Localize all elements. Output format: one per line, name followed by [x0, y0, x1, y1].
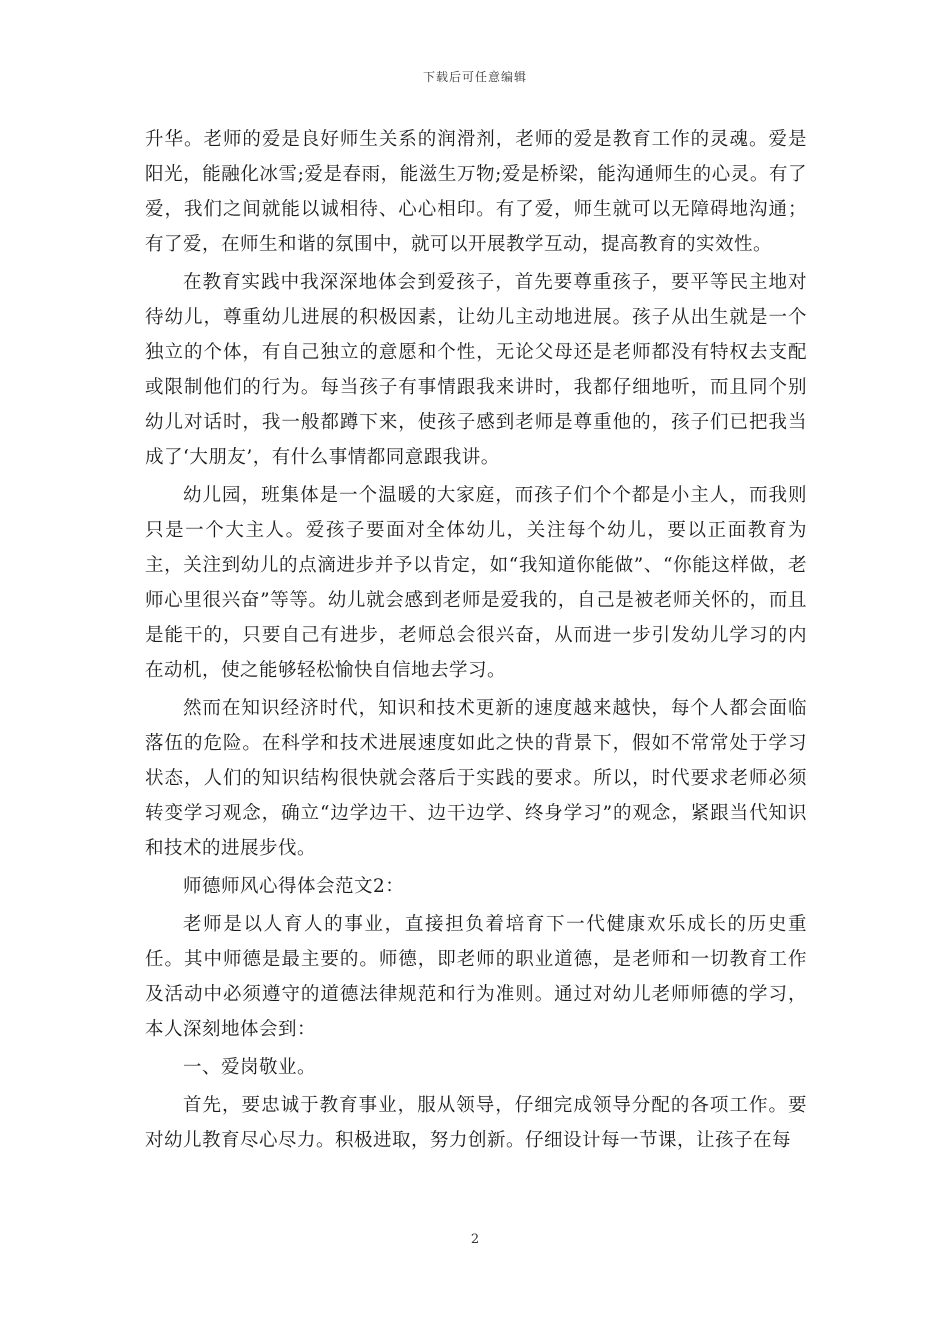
paragraph-knowledge-economy: 然而在知识经济时代，知识和技术更新的速度越来越快，每个人都会面临落伍的危险。在科学和技术进展速度如此之快的背景下，假如不常常处于学习状态，人们的知识结构很快就会落后于实践的要求。所以，时代要求老师必须转变学习观念，确立“边学边干、边干边学、终身学习”的观念，紧跟当代知识和技术的进展步伐。	[145, 698, 807, 859]
section-heading-sample-2: 师德师风心得体会范文2：	[183, 876, 405, 897]
subheading-love-job: 一、爱岗敬业。	[183, 1057, 317, 1078]
page-number: 2	[470, 1232, 480, 1247]
paragraph-continuation: 升华。老师的爱是良好师生关系的润滑剂，老师的爱是教育工作的灵魂。爱是阳光，能融化冰雪;爱是春雨，能滋生万物;爱是桥梁，能沟通师生的心灵。有了爱，我们之间就能以诚相待、心心相印。有了爱，师生就可以无障碍地沟通；有了爱，在师生和谐的氛围中，就可以开展教学互动，提高教育的实效性。	[145, 129, 807, 255]
paragraph-teacher-ethics: 老师是以人育人的事业，直接担负着培育下一代健康欢乐成长的历史重任。其中师德是最主要的。师德，即老师的职业道德，是老师和一切教育工作及活动中必须遵守的道德法律规范和行为准则。通过对幼儿老师师德的学习，本人深刻地体会到：	[145, 914, 807, 1040]
page-header: 下载后可任意编辑	[422, 70, 527, 84]
paragraph-loyalty: 首先，要忠诚于教育事业，服从领导，仔细完成领导分配的各项工作。要对幼儿教育尽心尽力。积极进取，努力创新。仔细设计每一节课，让孩子在每	[145, 1095, 807, 1151]
paragraph-respect-children: 在教育实践中我深深地体会到爱孩子，首先要尊重孩子，要平等民主地对待幼儿，尊重幼儿进展的积极因素，让幼儿主动地进展。孩子从出生就是一个独立的个体，有自己独立的意愿和个性，无论父母还是老师都没有特权去支配或限制他们的行为。每当孩子有事情跟我来讲时，我都仔细地听，而且同个别幼儿对话时，我一般都蹲下来，使孩子感到老师是尊重他的，孩子们已把我当成了‘大朋友’，有什么事情都同意跟我讲。	[145, 272, 807, 468]
paragraph-kindergarten-family: 幼儿园，班集体是一个温暖的大家庭，而孩子们个个都是小主人，而我则只是一个大主人。爱孩子要面对全体幼儿，关注每个幼儿，要以正面教育为主，关注到幼儿的点滴进步并予以肯定，如“我知道你能做”、“你能这样做，老师心里很兴奋”等等。幼儿就会感到老师是爱我的，自己是被老师关怀的，而且是能干的，只要自己有进步，老师总会很兴奋，从而进一步引发幼儿学习的内在动机，使之能够轻松愉快自信地去学习。	[145, 485, 807, 681]
document-body	[145, 122, 807, 1158]
